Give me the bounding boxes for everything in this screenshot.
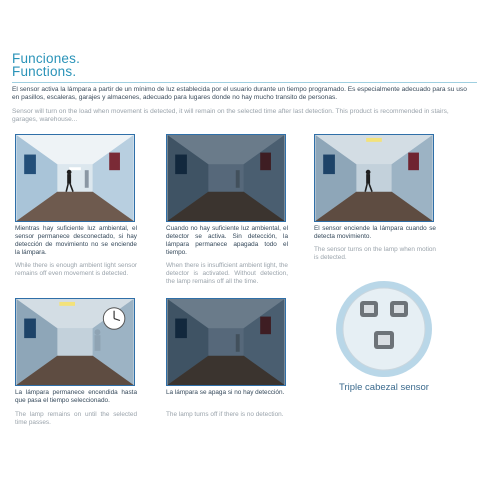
caption-en-3: The sensor turns on the lamp when motion is detected. <box>314 246 436 261</box>
caption-es-3: El sensor enciende la lámpara cuando se detecta movimiento. <box>314 225 436 240</box>
title-es: Funciones. <box>12 51 81 66</box>
triple-head-sensor-icon <box>330 279 438 379</box>
title-en: Functions. <box>12 64 77 79</box>
caption-en-5: The lamp turns off if there is no detection. <box>166 411 284 418</box>
scene-image-5 <box>166 298 286 386</box>
caption-es-4: La lámpara permanece encendida hasta que pasa el tiempo seleccionado. <box>15 389 137 404</box>
sensor-label: Triple cabezal sensor <box>339 382 429 393</box>
corridor-lamp-on-clock-icon <box>16 299 134 385</box>
title-rule <box>12 82 477 83</box>
intro-english: Sensor will turn on the load when movement is detected, it will remain on the selected time after last detection. This product is recommended in stairs, garages, warehouse... <box>12 108 449 124</box>
caption-en-2: When there is insufficient ambient light, the detector is activated. Without detection, the lamp remains off all the time. <box>166 262 288 285</box>
scene-image-4 <box>15 298 135 386</box>
triple-head-sensor-image <box>330 279 438 379</box>
caption-es-5: La lámpara se apaga si no hay detección. <box>166 389 285 396</box>
corridor-dark-icon <box>167 299 285 385</box>
caption-en-1: While there is enough ambient light sensor remains off even movement is detected. <box>15 262 137 277</box>
caption-es-2: Cuando no hay suficiente luz ambiental, el detector se activa. Sin detección, la lámpara permanece apagada todo el tiempo. <box>166 225 288 256</box>
corridor-dark-icon <box>167 135 285 221</box>
caption-es-1: Mientras hay suficiente luz ambiental, el sensor permanece desconectado, si hay detección de movimiento no se enciende la lámpara. <box>15 225 137 256</box>
scene-image-3 <box>314 134 434 222</box>
caption-en-4: The lamp remains on until the selected time passes. <box>15 411 137 426</box>
corridor-lamp-on-person-icon <box>315 135 433 221</box>
corridor-lit-person-icon <box>16 135 134 221</box>
intro-spanish: El sensor activa la lámpara a partir de un mínimo de luz establecida por el usuario durante un tiempo programado. Es especialmente adecuado para su uso en pasillos, escaleras, garajes y almacenes, adecuado para lugares donde no hay mucho transito de personas. <box>12 86 467 102</box>
scene-image-2 <box>166 134 286 222</box>
scene-image-1 <box>15 134 135 222</box>
